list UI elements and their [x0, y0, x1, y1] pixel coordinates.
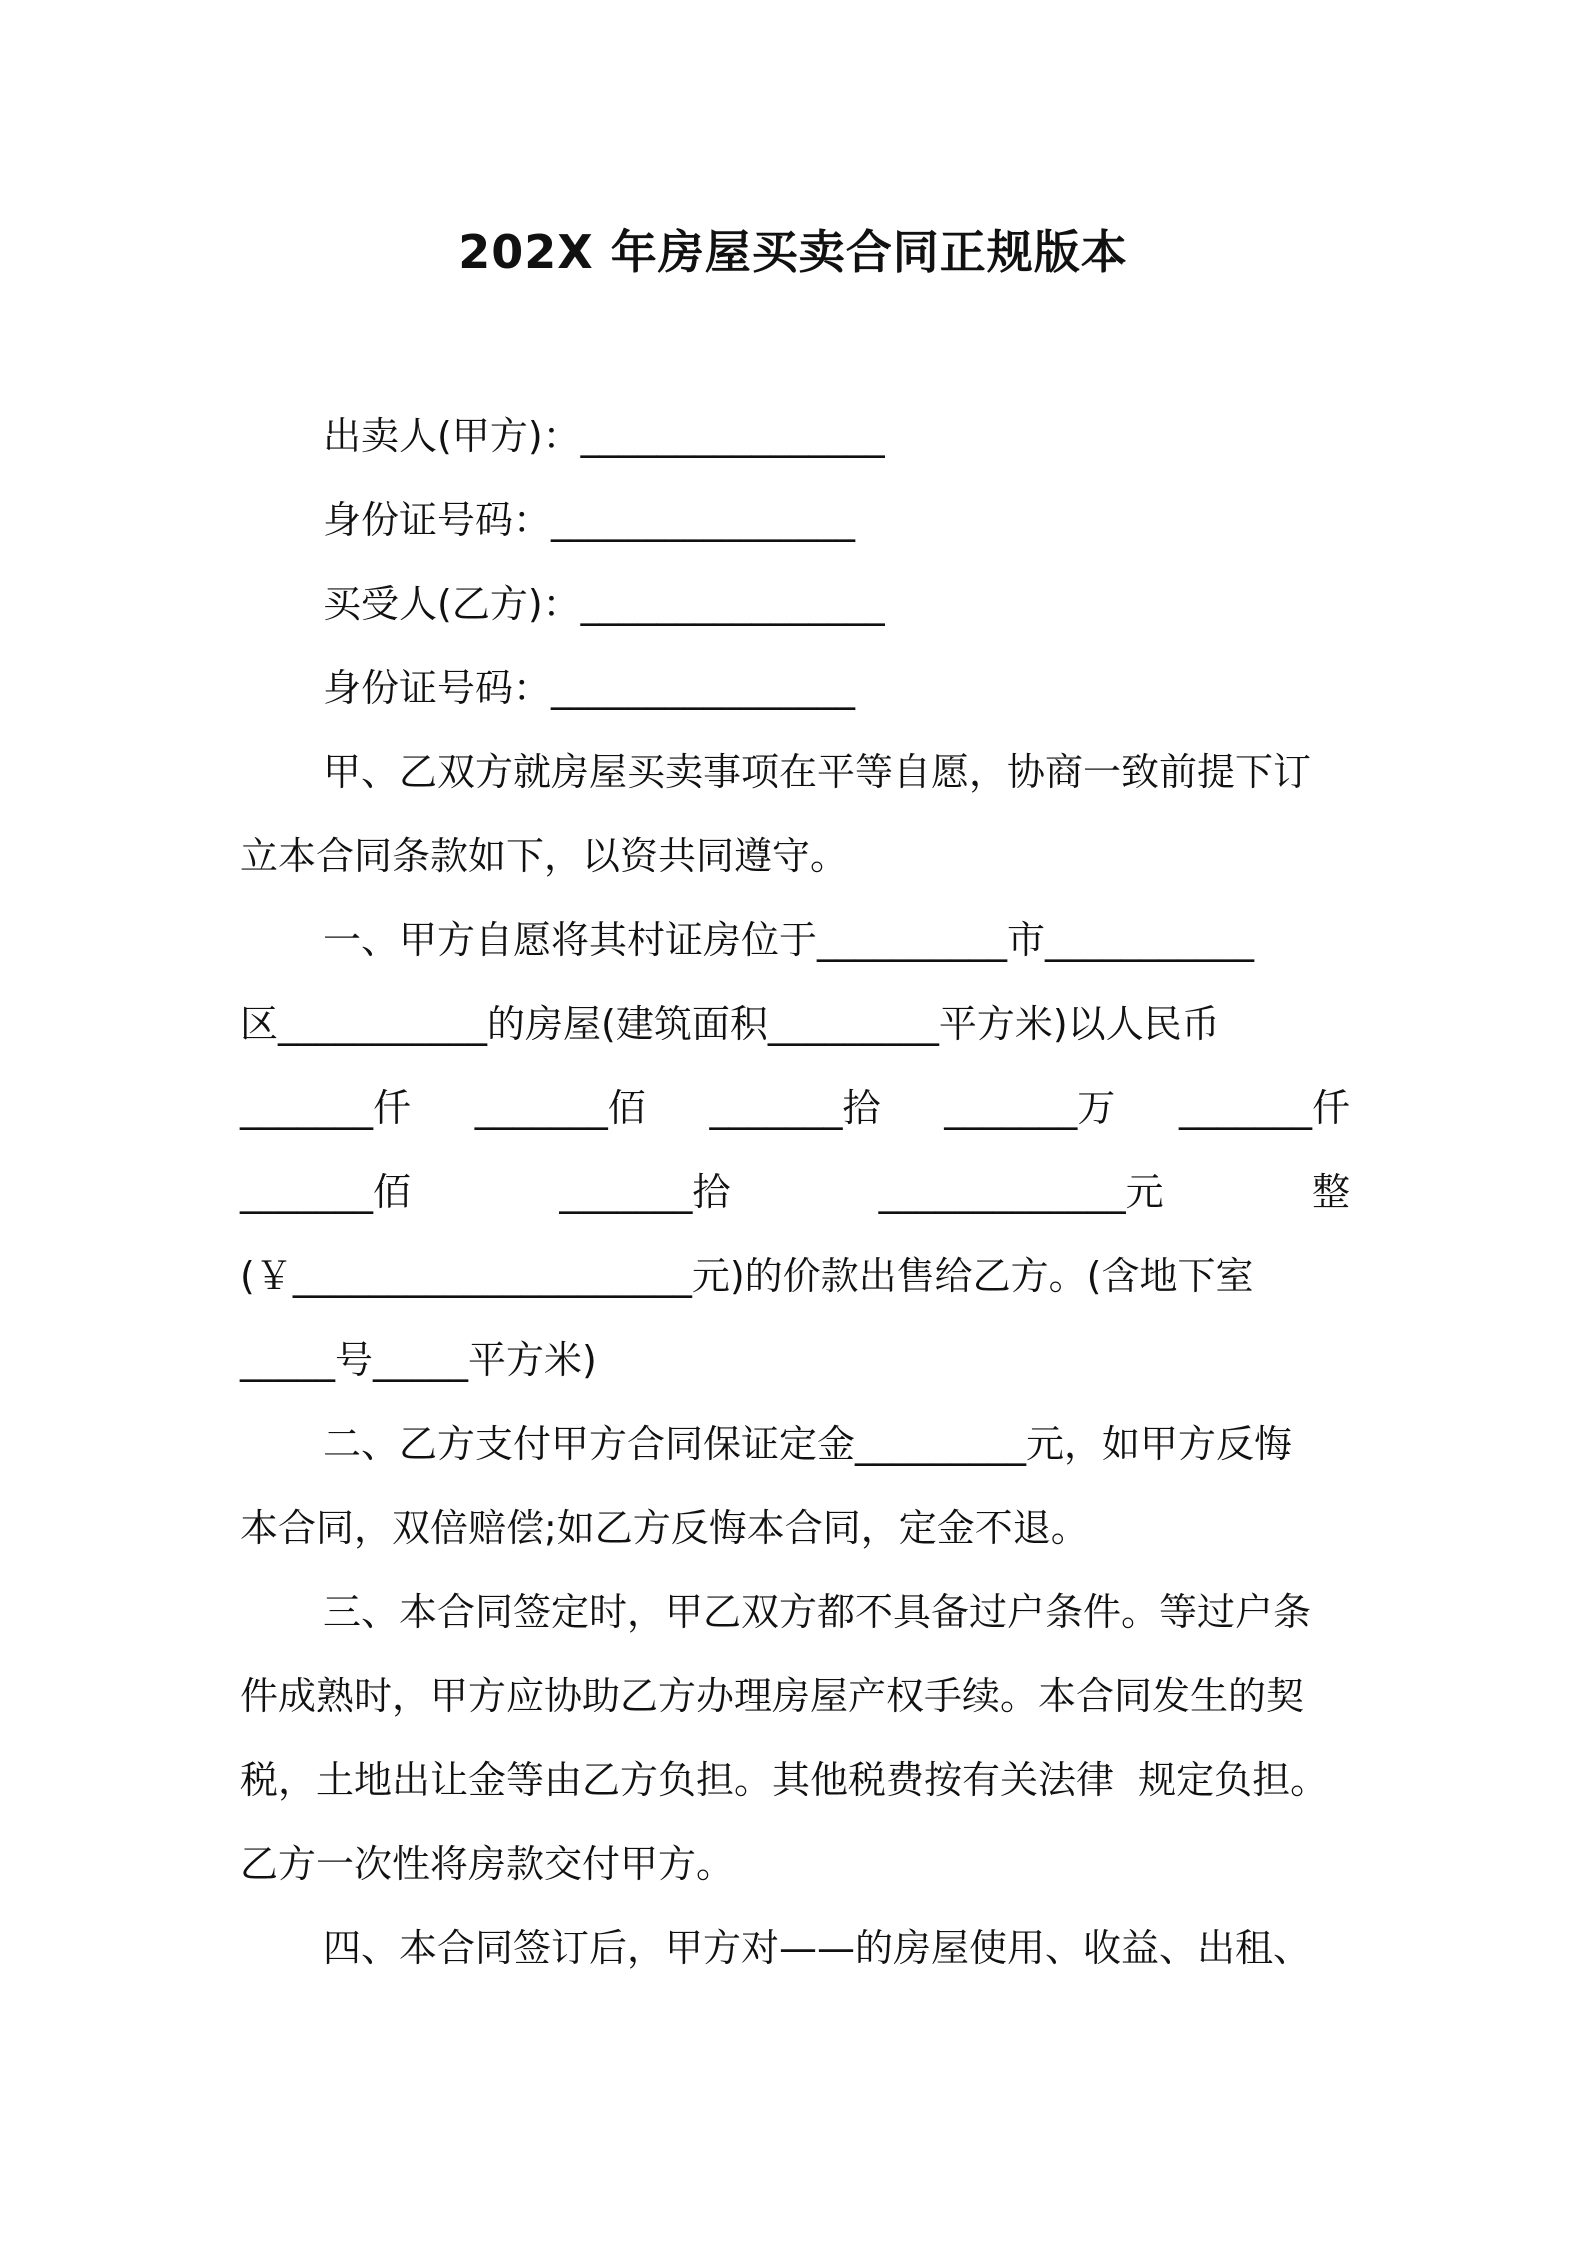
clause-3-line-2: 件成熟时，甲方应协助乙方办理房屋产权手续。本合同发生的契: [240, 1674, 1305, 1718]
amount-blank-bai: _______佰: [240, 1170, 412, 1214]
document-title: 202X 年房屋买卖合同正规版本: [458, 225, 1128, 279]
intro-line-2: 立本合同条款如下，以资共同遵守。: [240, 834, 849, 878]
clause-3-line-4: 乙方一次性将房款交付甲方。: [240, 1842, 735, 1886]
clause-1-line-6: _____号_____平方米): [240, 1338, 597, 1382]
amount-blank-shi: _______拾: [559, 1170, 731, 1214]
seller-line: 出卖人(甲方)：________________: [323, 414, 885, 458]
clause-1-line-2: 区___________的房屋(建筑面积_________平方米)以人民币: [240, 1002, 1220, 1046]
clause-1-line-1: 一、甲方自愿将其村证房位于__________市___________: [323, 918, 1255, 962]
clause-1-line-5: (￥_____________________元)的价款出售给乙方。(含地下室: [240, 1254, 1254, 1298]
clause-1-line-4: [240, 1166, 1350, 1218]
clause-1-line-3: [240, 1082, 1350, 1134]
amount-blank-qian-wan: _______仟: [240, 1086, 412, 1130]
clause-4-line-1: 四、本合同签订后，甲方对——的房屋使用、收益、出租、: [323, 1926, 1312, 1970]
amount-zheng: 整: [1311, 1170, 1350, 1214]
amount-blank-qian: _______仟: [1178, 1086, 1350, 1130]
buyer-id-line: 身份证号码：________________: [323, 666, 856, 710]
intro-line-1: 甲、乙双方就房屋买卖事项在平等自愿，协商一致前提下订: [323, 750, 1312, 794]
clause-2-line-1: 二、乙方支付甲方合同保证定金_________元，如甲方反悔: [323, 1422, 1293, 1466]
clause-3-line-1: 三、本合同签定时，甲乙双方都不具备过户条件。等过户条: [323, 1590, 1312, 1634]
amount-blank-wan: _______万: [944, 1086, 1116, 1130]
buyer-line: 买受人(乙方)：________________: [323, 582, 885, 626]
amount-blank-bai-wan: _______佰: [474, 1086, 646, 1130]
amount-blank-shi-wan: _______拾: [709, 1086, 881, 1130]
clause-3-line-3: 税，土地出让金等由乙方负担。其他税费按有关法律 规定负担。: [240, 1758, 1329, 1802]
clause-2-line-2: 本合同，双倍赔偿;如乙方反悔本合同，定金不退。: [240, 1506, 1089, 1550]
seller-id-line: 身份证号码：________________: [323, 498, 856, 542]
amount-blank-yuan: _____________元: [878, 1170, 1164, 1214]
